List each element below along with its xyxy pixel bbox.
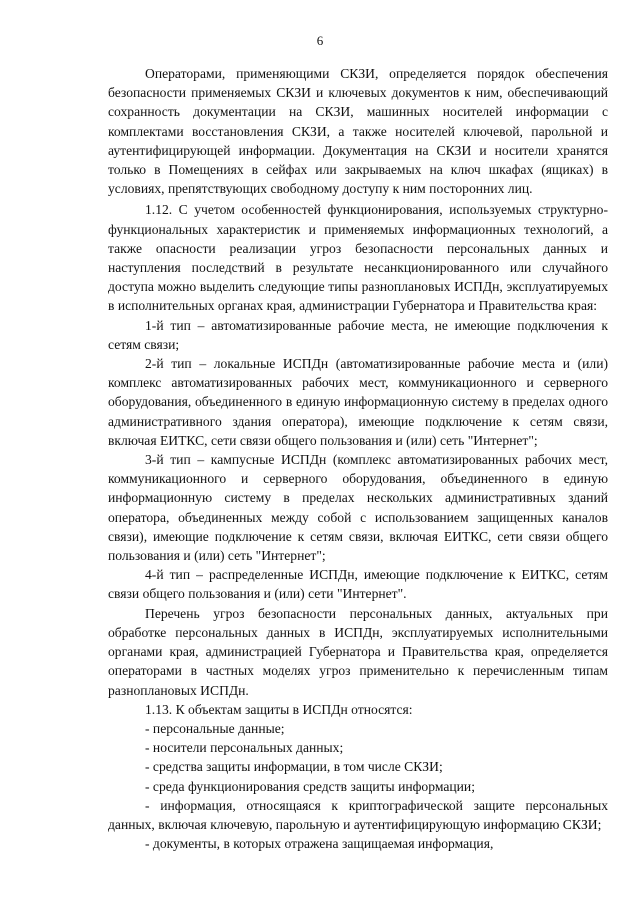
list-item-data-carriers: - носители персональных данных; (145, 740, 344, 756)
list-item-crypto-info: - информация, относящаяся к криптографической защите персональных данных, включая ключевую, парольную и аутентифицирующую информацию СКЗИ; (108, 797, 608, 832)
list-item-protection-tools: - средства защиты информации, в том числе СКЗИ; (145, 759, 443, 775)
paragraph-type-4: 4-й тип – распределенные ИСПДн, имеющие подключение к ЕИТКС, сетям связи общего пользования и (или) сети "Интернет". (108, 567, 608, 602)
paragraph-type-3: 3-й тип – кампусные ИСПДн (комплекс автоматизированных рабочих мест, коммуникационного и серверного оборудования, объединенного в единую информационную систему в пределах нескольких административных зданий оператора, объединенных между собой с использованием защищенных каналов связи), имеющие подключение к сетям связи, включая ЕИТКС, сети связи общего пользования и (или) сеть "Интернет"; (108, 452, 608, 564)
list-item-documents: - документы, в которых отражена защищаемая информация, (145, 836, 494, 852)
paragraph-type-1: 1-й тип – автоматизированные рабочие места, не имеющие подключения к сетям связи; (108, 317, 608, 352)
list-item-environment: - среда функционирования средств защиты информации; (145, 778, 475, 794)
page-number: 6 (316, 33, 324, 48)
paragraph-1-12: 1.12. С учетом особенностей функционирования, используемых структурно-функциональных характеристик и применяемых информационных технологий, а также опасности реализации угроз безопасности персональных данных и наступления последствий в результате несанкционированного или случайного доступа можно выделить следующие типы разноплановых ИСПДн, эксплуатируемых в исполнительных органах края, администрации Губернатора и Правительства края: (108, 202, 608, 314)
list-item-personal-data: - персональные данные; (145, 720, 285, 736)
paragraph-1-13: 1.13. К объектам защиты в ИСПДн относятся: (145, 701, 413, 717)
paragraph-type-2: 2-й тип – локальные ИСПДн (автоматизированные рабочие места и (или) комплекс автоматизированных рабочих мест, коммуникационного и серверного оборудования, объединенного в единую информационную систему в пределах одного административного здания оператора), имеющие подключение к сетям связи, включая ЕИТКС, сети связи общего пользования и (или) сеть "Интернет"; (108, 356, 608, 448)
paragraph-threat-list: Перечень угроз безопасности персональных данных, актуальных при обработке персональных данных в ИСПДн, эксплуатируемых исполнительными органами края, администрацией Губернатора и Правительства края, определяется операторами в частных моделях угроз применительно к перечисленным типам разноплановых ИСПДн. (108, 605, 608, 698)
document-body (108, 64, 608, 853)
paragraph-skzi-security: Операторами, применяющими СКЗИ, определяется порядок обеспечения безопасности применяемых СКЗИ и ключевых документов к ним, обеспечивающий сохранность документации на СКЗИ, машинных носителей информации с комплектами восстановления СКЗИ, а также носителей ключевой, парольной и аутентифицирующей информации. Документация на СКЗИ и носители хранятся только в Помещениях в сейфах или закрываемых на ключ шкафах (ящиках) в условиях, препятствующих свободному доступу к ним посторонних лиц. (108, 66, 608, 197)
